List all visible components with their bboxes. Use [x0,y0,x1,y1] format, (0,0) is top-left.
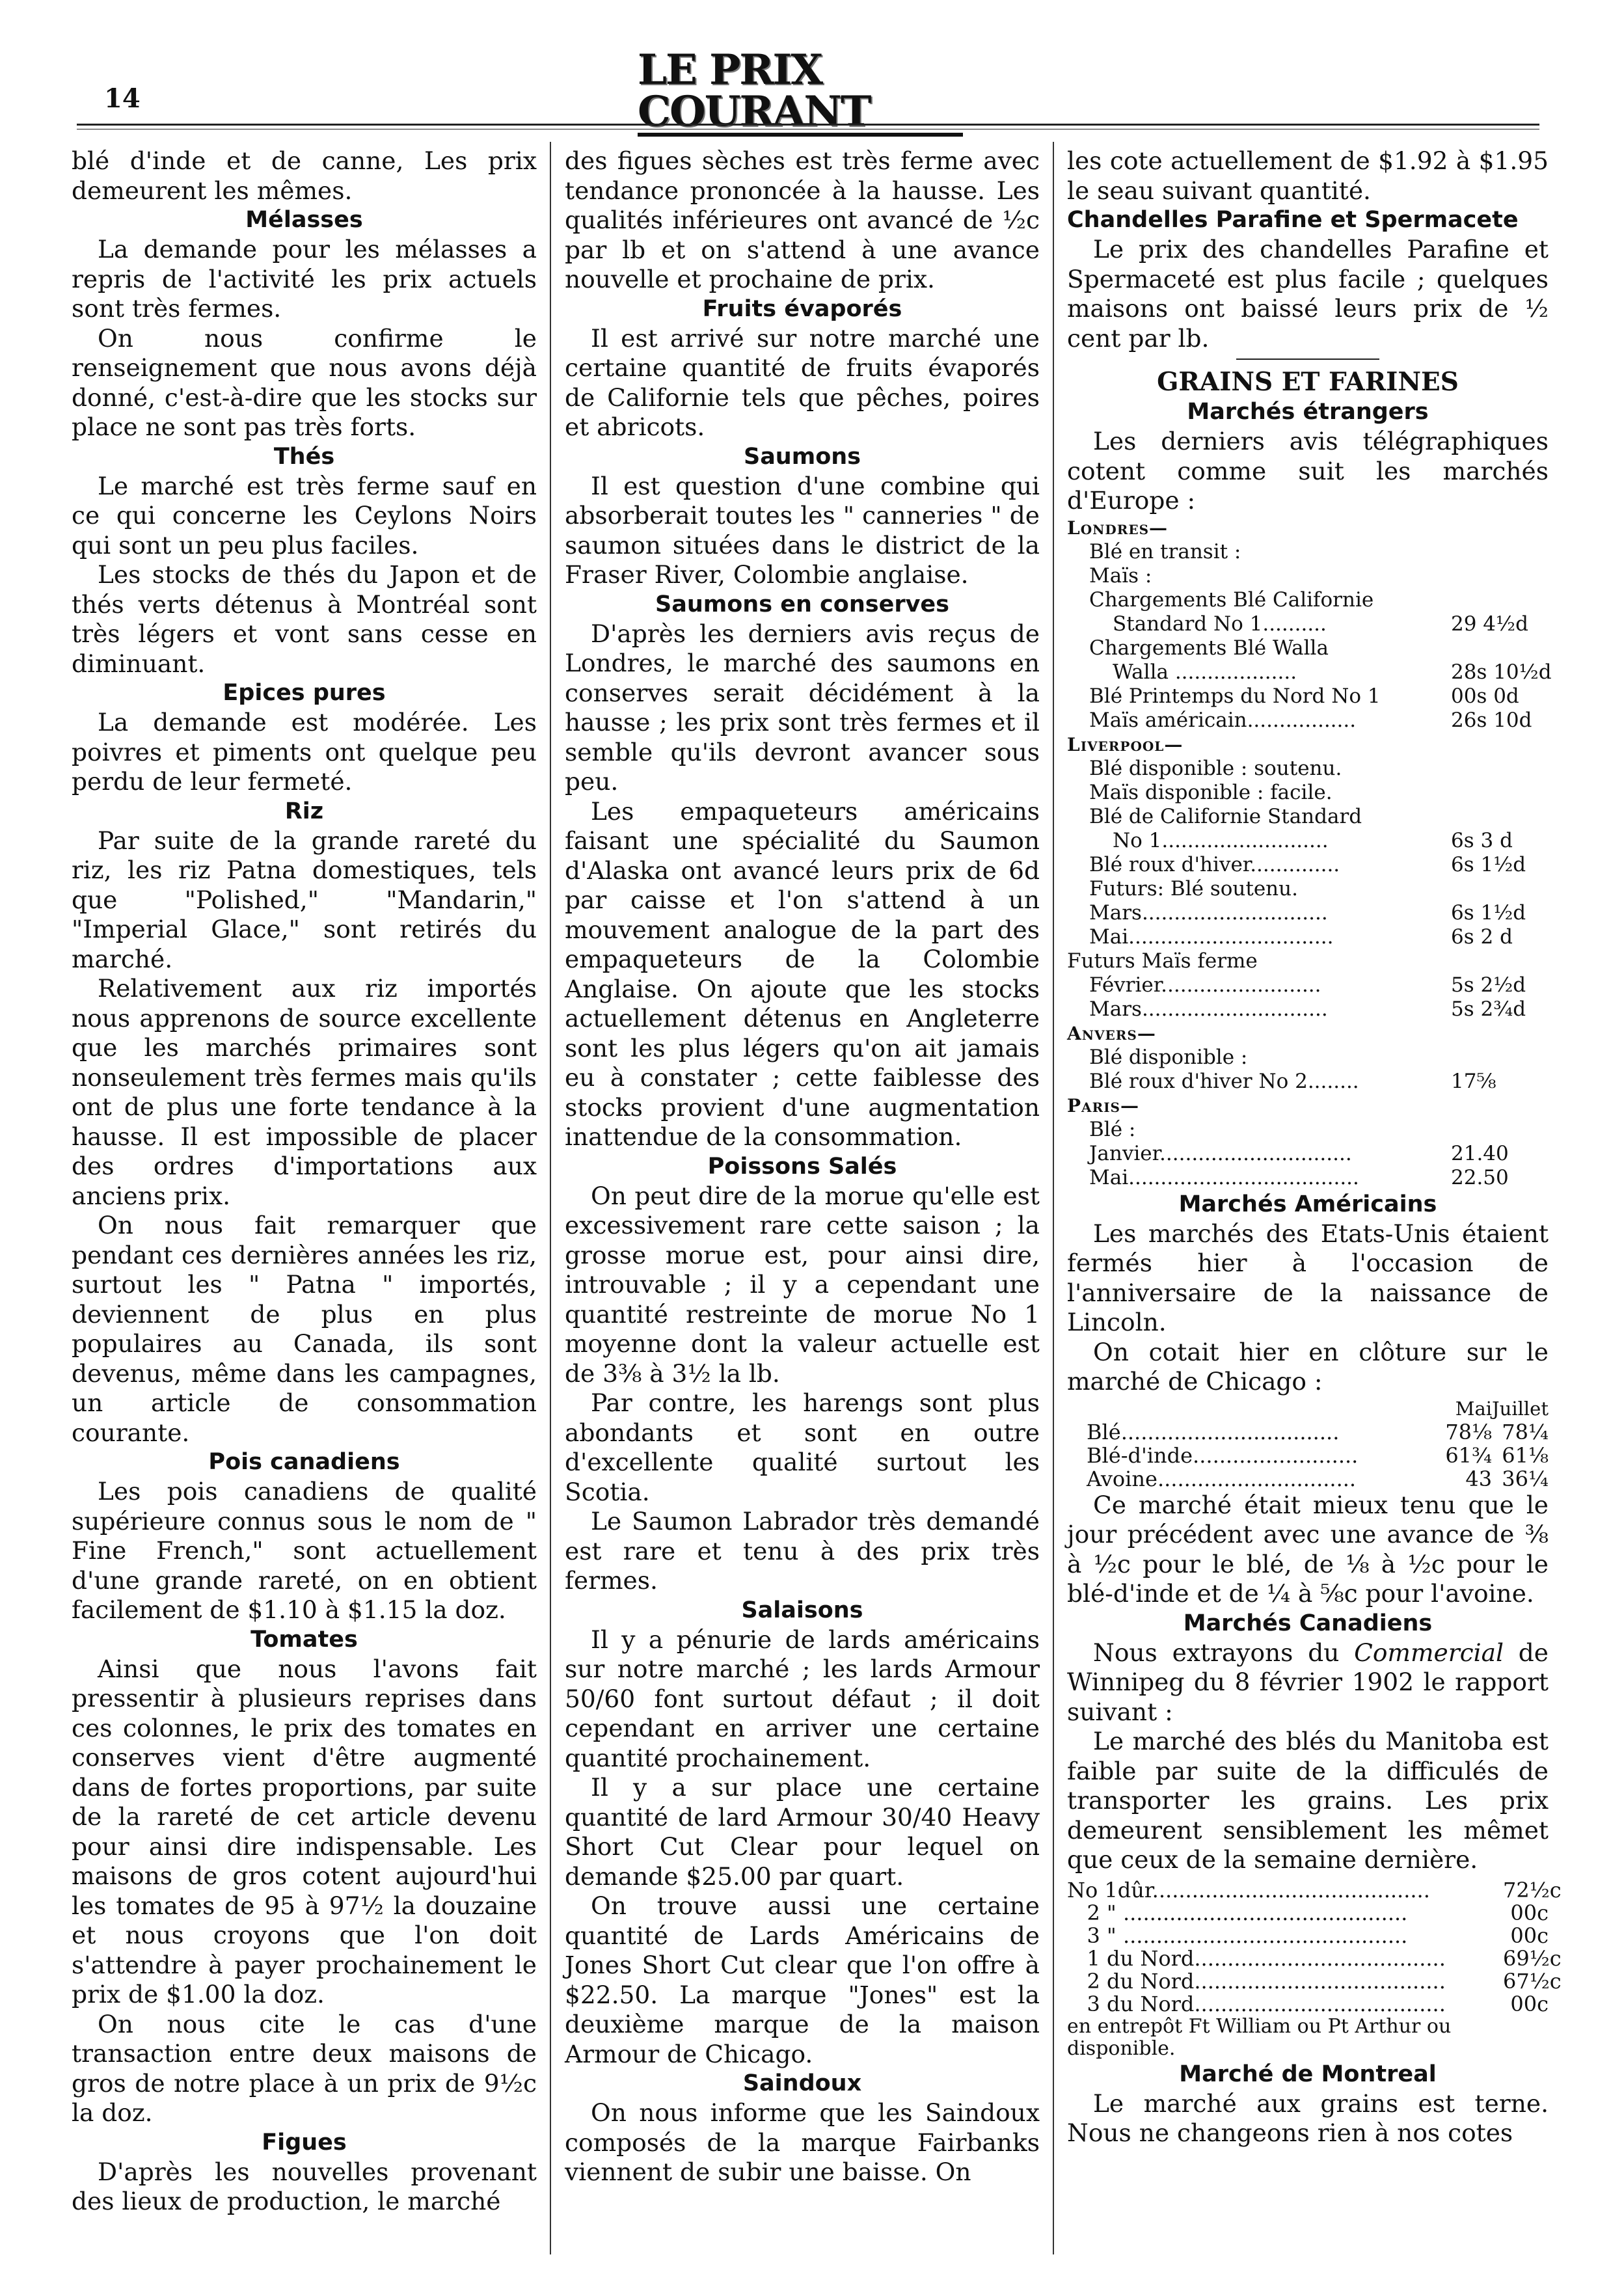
section-heading-salaisons: Salaisons [741,1597,863,1623]
market-line: Blé disponible : [1089,1045,1248,1069]
section-heading-montreal: Marché de Montreal [1179,2061,1437,2087]
table-cell: Avoine.............................. [1087,1466,1357,1491]
market-city-paris: Paris— [1067,1094,1139,1116]
winnipeg-price-list [1067,1877,1562,2016]
list-label: No 1dûr.......................................... [1067,1878,1430,1902]
table-cell: Blé................................. [1087,1419,1340,1444]
paragraph: Il y a pénurie de lards américains sur notre marché ; les lards Armour 50/60 font surtout défaut ; il doit cependant en arriver une certaine quantité prochainement. [565,1625,1040,1772]
market-label: Février......................... [1089,973,1321,997]
market-label: Mai................................ [1089,925,1334,949]
table-row [1067,1420,1549,1444]
market-value: 22.50 [1451,1165,1509,1189]
list-value: 00c [1510,1991,1549,2016]
table-cell: 78¼ [1502,1419,1549,1444]
market-label: No 1.......................... [1113,828,1329,852]
market-value: 29 4½d [1451,612,1528,636]
list-value: 72½c [1503,1877,1562,1902]
list-label: 3 " ........................................... [1067,1924,1408,1947]
market-row [1067,612,1549,636]
market-line: Futurs Maïs ferme [1067,949,1258,973]
market-value: 21.40 [1451,1141,1509,1165]
table-cell: 43 [1465,1466,1493,1491]
market-line: Blé disponible : soutenu. [1089,756,1342,780]
market-label: Blé roux d'hiver No 2........ [1089,1069,1359,1093]
paragraph: Par suite de la grande rareté du riz, les riz Patna domestiques, tels que "Polished," "Mandarin," "Imperial Glace," sont retirés du marché. [72,826,537,973]
paragraph: D'après les derniers avis reçus de Londres, le marché des saumons en conserves serait décidément à la hausse ; les prix sont très fermes et il semble qu'ils devront avancer sous peu. [565,619,1040,796]
section-heading-canadiens: Marchés Canadiens [1183,1610,1433,1636]
market-value: 17⅝ [1451,1069,1496,1093]
paragraph: Il est question d'une combine qui absorberait toutes les " canneries " de saumon situées dans le district de la Fraser River, Colombie anglaise. [565,471,1040,589]
column-3 [1067,146,1562,2261]
list-value: 69½c [1503,1945,1562,1971]
paragraph: Le Saumon Labrador très demandé est rare et tenu à des prix très fermes. [565,1507,1040,1595]
paragraph: les cote actuellement de $1.92 à $1.95 le seau suivant quantité. [1067,146,1549,205]
paragraph: On nous confirme le renseignement que nous avons déjà donné, c'est-à-dire que les stocks sur place ne sont pas très forts. [72,323,537,441]
section-heading-grains: GRAINS ET FARINES [1157,367,1459,397]
section-heading-fruits: Fruits évaporés [702,295,902,322]
list-item [1067,1945,1562,1971]
paragraph [1067,1638,1549,1727]
list-value: 00c [1510,1923,1549,1948]
market-row [1067,853,1549,877]
market-row [1067,901,1549,925]
paragraph: On nous informe que les Saindoux composés de la marque Fairbanks viennent de subir une baisse. On [565,2098,1040,2186]
section-heading-saumons-conserves: Saumons en conserves [655,591,949,617]
paragraph: Les empaqueteurs américains faisant une spécialité du Saumon d'Alaska ont avancé leurs prix de 6d par caisse et l'on s'attend à un mouvement analogue de la part des empaqueteurs de la Colombie Anglaise. On ajoute que les stocks actuellement détenus en Angleterre sont les plus légers qu'on ait jamais eu à constater ; cette faiblesse des stocks provient d'une augmentation inattendue de la consommation. [565,796,1040,1151]
paragraph: Ce marché était mieux tenu que le jour précédent avec une avance de ⅜ à ½c pour le blé, de ⅛ à ½c pour le blé-d'inde et de ¼ à ⅝c pour l'avoine. [1067,1490,1549,1608]
section-heading-thes: Thés [273,443,335,470]
column-2 [565,146,1040,2261]
paragraph: On cotait hier en clôture sur le marché de Chicago : [1067,1337,1549,1396]
paragraph: Il y a sur place une certaine quantité de lard Armour 30/40 Heavy Short Cut Clear pour lequel on demande $25.00 par quart. [565,1773,1040,1891]
market-label: Mars............................. [1089,997,1328,1021]
list-item [1067,1993,1549,2016]
paragraph: On nous cite le cas d'une transaction entre deux maisons de gros de notre place à un prix de 9½c la doz. [72,2009,537,2127]
list-label: 2 " ........................................... [1067,1901,1408,1925]
market-line: Blé : [1089,1117,1136,1141]
market-label: Blé roux d'hiver.............. [1089,852,1340,876]
page-number: 14 [104,83,141,114]
paragraph: D'après les nouvelles provenant des lieux de production, le marché [72,2157,537,2215]
market-value: 6s 2 d [1451,925,1513,949]
section-heading-saumons: Saumons [743,443,861,470]
paragraph: On nous fait remarquer que pendant ces dernières années les riz, surtout les " Patna " importés, deviennent de plus en plus populaires au Canada, ils sont devenus, même dans les campagnes, un article de consommation courante. [72,1211,537,1447]
column-divider-1 [550,142,551,2254]
paragraph: des figues sèches est très ferme avec tendance prononcée à la hausse. Les qualités inférieures ont avancé de ½c par lb et on s'attend à une avance nouvelle et prochaine de prix. [565,146,1040,293]
paragraph: Les pois canadiens de qualité supérieure connus sous le nom de " Fine French," sont actuellement d'une grande rareté, on en obtient facilement de $1.10 à $1.15 la doz. [72,1477,537,1624]
text: de Winnipeg du 8 février 1902 le rapport suivant : [1067,1638,1549,1726]
column-header: Juillet [1492,1397,1549,1420]
section-heading-etrangers: Marchés étrangers [1187,399,1429,425]
section-divider [1236,359,1379,360]
market-label: Walla ................... [1113,660,1297,684]
section-heading-chandelles: Chandelles Parafine et Spermacete [1067,207,1519,233]
market-row [1067,709,1549,733]
section-heading-tomates: Tomates [250,1626,358,1653]
paragraph: Par contre, les harengs sont plus abondants et sont en outre d'excellente qualité surtout les Scotia. [565,1388,1040,1506]
paragraph: Il est arrivé sur notre marché une certaine quantité de fruits évaporés de Californie tels que pêches, poires et abricots. [565,323,1040,441]
list-item [1067,1902,1549,1925]
market-label: Maïs américain................. [1089,708,1357,732]
market-label: Janvier.............................. [1089,1141,1352,1165]
market-city-londres: Londres— [1067,517,1169,539]
table-cell: Blé-d'inde......................... [1087,1442,1359,1468]
section-heading-figues: Figues [262,2129,347,2156]
section-heading-melasses: Mélasses [245,207,363,233]
market-value: 26s 10d [1451,708,1532,732]
footnote: en entrepôt Ft William ou Pt Arthur ou disponible. [1067,2014,1452,2060]
paragraph: Ainsi que nous l'avons fait pressentir à plusieurs reprises dans ces colonnes, le prix des tomates en conserves vient d'être augmenté dans de fortes proportions, par suite de la rareté de cet article devenu pour ainsi dire indispensable. Les maisons de gros cotent aujourd'hui les tomates de 95 à 97½ la douzaine et nous croyons que l'on doit s'attendre à payer prochainement le prix de $1.00 la doz. [72,1654,537,2009]
market-label: Mai.................................... [1089,1165,1359,1189]
masthead-text: LE PRIX COURANT [638,49,963,137]
list-label: 3 du Nord...................................... [1067,1992,1446,2016]
paragraph: On trouve aussi une certaine quantité de Lards Américains de Jones Short Cut clear que l'on offre à $22.50. La marque "Jones" est la deuxième marque de la maison Armour de Chicago. [565,1891,1040,2068]
paragraph: Les stocks de thés du Japon et de thés verts détenus à Montréal sont très légers et vont sans cesse en diminuant. [72,560,537,678]
market-line: Chargements Blé Californie [1089,588,1374,612]
paragraph: Le marché des blés du Manitoba est faible par suite de la difficulés de transporter les grains. Les prix demeurent sensiblement les mêmet que ceux de la semaine dernière. [1067,1727,1549,1874]
market-city-anvers: Anvers— [1067,1022,1156,1044]
section-heading-pois: Pois canadiens [208,1449,400,1475]
market-row [1067,829,1549,853]
paragraph: La demande est modérée. Les poivres et piments ont quelque peu perdu de leur fermeté. [72,708,537,796]
paragraph: Le marché est très ferme sauf en ce qui concerne les Ceylons Noirs qui sont un peu plus faciles. [72,471,537,560]
paragraph: Relativement aux riz importés nous apprenons de source excellente que les marchés primaires sont nonseulement très fermes mais qu'ils ont de plus une forte tendance à la hausse. Il est impossible de placer des ordres d'importations aux anciens prix. [72,974,537,1210]
header-rule [77,124,1539,126]
market-row [1067,973,1549,997]
market-row [1067,684,1549,709]
foreign-markets-list [1067,516,1552,1190]
paragraph: La demande pour les mélasses a repris de l'activité les prix actuels sont très fermes. [72,235,537,323]
table-row [1067,1444,1549,1467]
table-header-row [1067,1397,1549,1420]
list-label: 2 du Nord...................................... [1067,1969,1446,1993]
masthead-logo [638,46,963,136]
publication-name: Commercial [1354,1638,1504,1667]
market-value: 6s 1½d [1451,900,1526,925]
market-value: 00s 0d [1451,684,1519,708]
market-value: 6s 3 d [1451,828,1513,852]
list-item [1067,1968,1562,1994]
market-row [1067,925,1549,949]
column-1 [72,146,537,2261]
list-item [1067,1877,1562,1902]
paragraph: blé d'inde et de canne, Les prix demeurent les mêmes. [72,146,537,205]
table-cell: 36¼ [1502,1466,1549,1491]
list-value: 00c [1510,1900,1549,1925]
market-city-liverpool: Liverpool— [1067,733,1184,755]
list-label: 1 du Nord...................................... [1067,1947,1446,1970]
section-heading-epices: Epices pures [223,680,386,706]
chicago-price-table [1067,1397,1549,1491]
table-cell: 61⅛ [1502,1442,1549,1468]
market-row [1067,1070,1549,1094]
market-row [1067,1166,1549,1190]
section-heading-poissons: Poissons Salés [707,1153,897,1180]
market-label: Blé Printemps du Nord No 1 [1089,684,1381,708]
text: Nous extrayons du [1093,1638,1355,1667]
list-item [1067,1925,1549,1947]
list-value: 67½c [1503,1968,1562,1994]
market-row [1067,1142,1549,1166]
table-cell: 61¾ [1445,1442,1493,1468]
market-line: Maïs : [1089,563,1152,588]
section-heading-americains: Marchés Américains [1178,1191,1437,1217]
paragraph: Le prix des chandelles Parafine et Spermaceté est plus facile ; quelques maisons ont baissé leurs prix de ½ cent par lb. [1067,235,1549,353]
market-label: Mars............................. [1089,900,1328,925]
market-row [1067,997,1549,1022]
paragraph: On peut dire de la morue qu'elle est excessivement rare cette saison ; la grosse morue est, pour ainsi dire, introuvable ; il y a cependant une quantité restreinte de morue No 1 moyenne dont la valeur actuelle est de 3⅜ à 3½ la lb. [565,1181,1040,1388]
column-header: Mai [1455,1397,1493,1420]
market-row [1067,660,1552,684]
column-divider-2 [1053,142,1054,2254]
section-heading-saindoux: Saindoux [742,2070,862,2096]
market-label: Standard No 1.......... [1113,612,1327,636]
table-row [1067,1467,1549,1491]
paragraph: Les marchés des Etats-Unis étaient fermés hier à l'occasion de l'anniversaire de la naissance de Lincoln. [1067,1219,1549,1336]
market-value: 5s 2¾d [1451,997,1526,1021]
paragraph: Le marché aux grains est terne. Nous ne changeons rien à nos cotes [1067,2089,1549,2147]
market-value: 5s 2½d [1451,973,1526,997]
market-line: Maïs disponible : facile. [1089,780,1333,804]
market-value: 6s 1½d [1451,852,1526,876]
paragraph: Les derniers avis télégraphiques cotent comme suit les marchés d'Europe : [1067,427,1549,515]
market-value: 28s 10½d [1451,660,1552,684]
table-cell: 78⅛ [1445,1419,1493,1444]
market-line: Blé en transit : [1089,539,1241,563]
market-line: Chargements Blé Walla [1089,636,1329,660]
market-line: Blé de Californie Standard [1089,804,1362,828]
section-heading-riz: Riz [284,798,324,824]
market-line: Futurs: Blé soutenu. [1089,876,1298,900]
